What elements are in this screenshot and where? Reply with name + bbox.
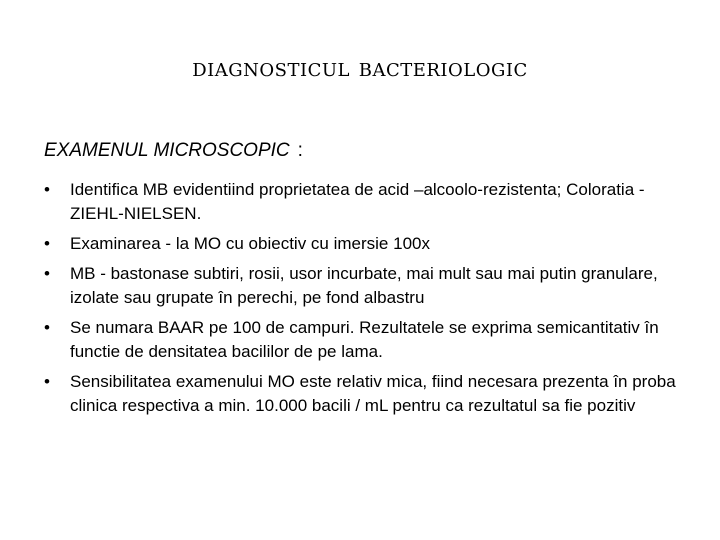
bullet-text: Examinarea - la MO cu obiectiv cu imersie 100x	[70, 234, 430, 253]
bullet-text: Identifica MB evidentiind proprietatea de acid –alcoolo-rezistenta; Coloratia - ZIEHL-NIELSEN.	[70, 180, 645, 223]
bullet-icon: •	[44, 264, 50, 283]
bullet-text: Sensibilitatea examenului MO este relativ mica, fiind necesara prezenta în proba clinica respectiva a min. 10.000 bacili / mL pentru ca rezultatul sa fie pozitiv	[70, 372, 676, 415]
bullet-icon: •	[44, 234, 50, 253]
section-heading-text: EXAMENUL MICROSCOPIC	[44, 140, 290, 161]
bullet-icon: •	[44, 180, 50, 199]
bullet-item	[44, 232, 684, 256]
bullet-icon: •	[44, 372, 50, 391]
section-heading	[44, 134, 303, 168]
bullet-list	[44, 178, 684, 424]
bullet-item	[44, 262, 684, 310]
bullet-icon: •	[44, 318, 50, 337]
bullet-text: MB - bastonase subtiri, rosii, usor incurbate, mai mult sau mai putin granulare, izolate sau grupate în perechi, pe fond albastru	[70, 264, 658, 307]
bullet-item	[44, 370, 684, 418]
bullet-item	[44, 178, 684, 226]
bullet-item	[44, 316, 684, 364]
bullet-text: Se numara BAAR pe 100 de campuri. Rezultatele se exprima semicantitativ în functie de densitatea bacililor de pe lama.	[70, 318, 659, 361]
slide-title: diagnosticul bacteriologic	[192, 53, 528, 83]
section-heading-colon: :	[297, 140, 303, 161]
